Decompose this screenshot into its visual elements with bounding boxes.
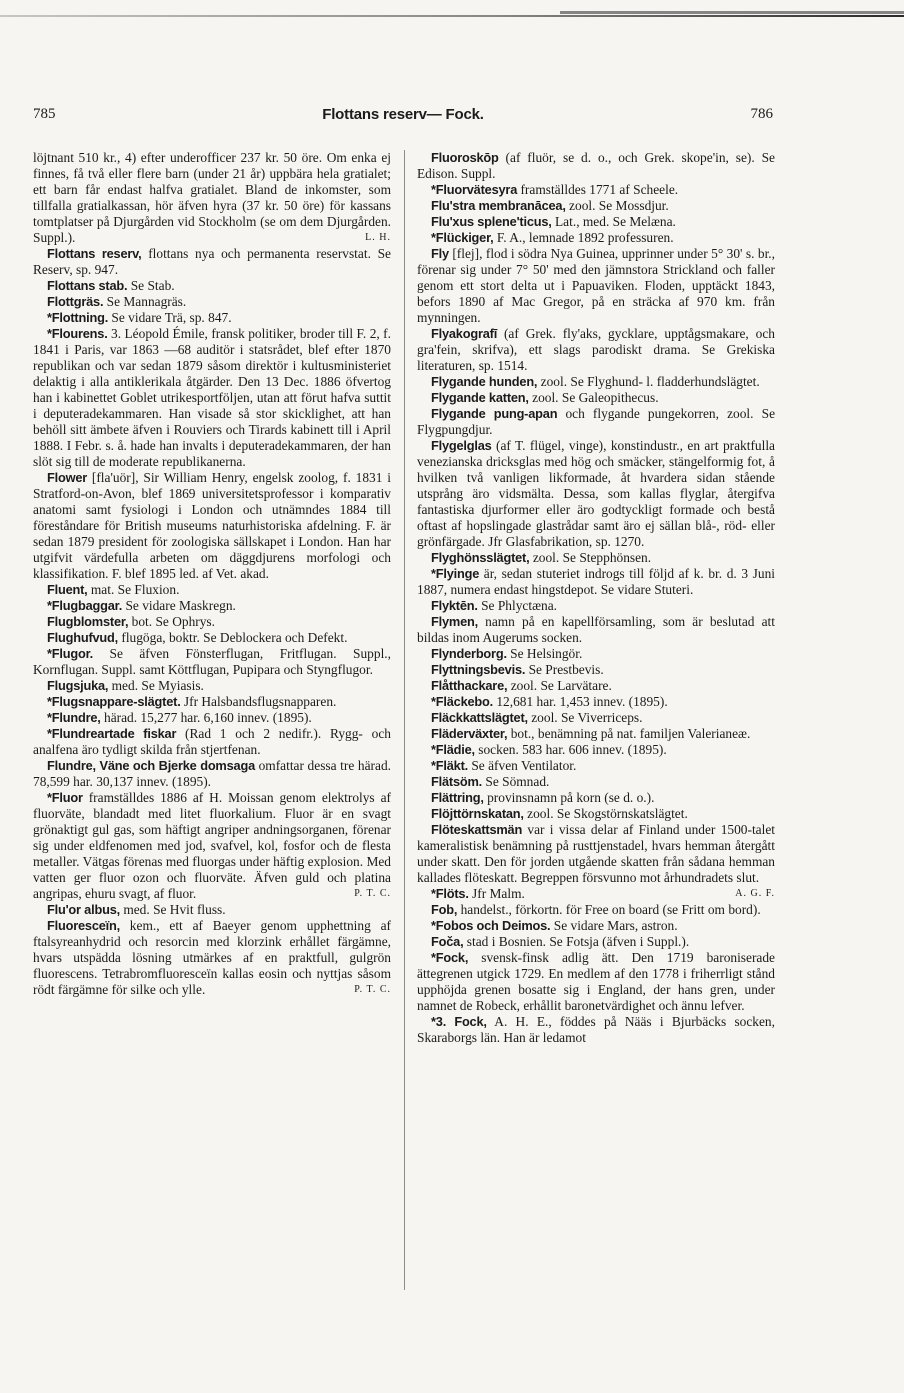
entry-text: (Rad 1 och 2 nedifr.). Rygg- och analfena äro tydligt skilda från stjertfenan. (33, 726, 391, 757)
entry-headword: Flu'stra membranācea, (431, 198, 566, 213)
entry-text: härad. 15,277 har. 6,160 innev. (1895). (100, 710, 312, 725)
entry-headword: Fluoresceïn, (47, 918, 120, 933)
dictionary-entry (417, 550, 775, 566)
author-signature: P. T. C. (354, 888, 391, 899)
dictionary-entry (417, 934, 775, 950)
dictionary-entry (33, 470, 391, 582)
entry-headword: *Flundre, (47, 710, 101, 725)
dictionary-entry (417, 646, 775, 662)
dictionary-entry (33, 918, 391, 998)
entry-headword: Flower (47, 470, 88, 485)
entry-headword: Fly (431, 246, 449, 261)
dictionary-entry (33, 758, 391, 790)
entry-headword: Flugblomster, (47, 614, 129, 629)
entry-headword: Flottans stab. (47, 278, 128, 293)
entry-text: 12,681 har. 1,453 innev. (1895). (493, 694, 668, 709)
entry-text: Se Helsingör. (506, 646, 583, 661)
entry-text: zool. Se Viverriceps. (527, 710, 643, 725)
dictionary-entry (417, 678, 775, 694)
entry-headword: *Fobos och Deimos. (431, 918, 551, 933)
entry-headword: Fläderväxter, (431, 726, 508, 741)
entry-text: Se Stab. (127, 278, 175, 293)
entry-headword: *Flourens. (47, 326, 108, 341)
entry-headword: Flyttningsbevis. (431, 662, 526, 677)
entry-text: löjtnant 510 kr., 4) efter underofficer 237 kr. 50 öre. Om enka ej finnes, få två eller flere barn (under 21 år) uppbära hela gratialet; ett barn får endast halfva gratialet. Bland de inkomster, som tillfalla gratialkassan, hör äfven hyra (37 kr. 50 öre) för kassans tomtplatser på Djurgården vid Stockholm (se om dem Djurgården. Suppl.). (33, 150, 391, 245)
entry-headword: *Flundreartade fiskar (47, 726, 177, 741)
entry-text: (af fluör, se d. o., och Grek. skope'in, se). Se Edison. Suppl. (417, 150, 775, 181)
entry-text: (af Grek. fly'aks, gycklare, upptågsmakare, och gra'fein, skrifva), ett slags parodiskt drama. Se Grekiska literaturen, sp. 1514. (417, 326, 775, 373)
entry-text: Se äfven Ventilator. (468, 758, 577, 773)
entry-text: Se Sömnad. (482, 774, 550, 789)
running-title: Flottans reserv— Fock. (322, 106, 484, 123)
entry-text: zool. Se Mossdjur. (565, 198, 669, 213)
dictionary-entry (33, 246, 391, 278)
dictionary-entry (417, 230, 775, 246)
dictionary-entry (33, 294, 391, 310)
page-number-left: 785 (33, 106, 56, 122)
dictionary-entry (417, 902, 775, 918)
entry-headword: Flygelglas (431, 438, 492, 453)
entry-text: flottans nya och permanenta reservstat. Se Reserv, sp. 947. (33, 246, 391, 277)
author-signature: A. G. F. (735, 888, 775, 899)
dictionary-entry (417, 246, 775, 326)
entry-headword: Fluent, (47, 582, 88, 597)
entry-headword: Flyakografī (431, 326, 498, 341)
entry-headword: Flyghönsslägtet, (431, 550, 530, 565)
entry-text: framställdes 1771 af Scheele. (517, 182, 679, 197)
left-column (33, 150, 391, 998)
entry-headword: *Fluorvätesyra (431, 182, 518, 197)
entry-headword: *Flottning. (47, 310, 109, 325)
dictionary-entry (417, 326, 775, 374)
page-number-right: 786 (750, 106, 773, 122)
entry-headword: Fluoroskōp (431, 150, 499, 165)
entry-text: Se vidare Maskregn. (122, 598, 236, 613)
entry-headword: Fob, (431, 902, 458, 917)
entry-headword: *Fock, (431, 950, 469, 965)
dictionary-entry (417, 726, 775, 742)
entry-headword: Flyktēn. (431, 598, 478, 613)
entry-text: med. Se Myiasis. (108, 678, 204, 693)
entry-headword: Flätsöm. (431, 774, 483, 789)
entry-headword: Flygande katten, (431, 390, 529, 405)
dictionary-entry (33, 646, 391, 678)
entry-text: bot., benämning på nat. familjen Valerianeæ. (507, 726, 751, 741)
entry-headword: Flu'or albus, (47, 902, 120, 917)
entry-text: kem., ett af Baeyer genom upphettning af ftalsyreanhydrid och resorcin med klorzink erhållet färgämne, hvars utspädda lösning utmärkes af en praktfull, gulgrön fluorescens. Tetrabromfluoresceïn kallas eosin och nyttjas såsom rödt färgämne för silke och ylle. (33, 918, 391, 997)
dictionary-entry (417, 790, 775, 806)
dictionary-entry (417, 438, 775, 550)
dictionary-entry (33, 582, 391, 598)
entry-text: Se Prestbevis. (525, 662, 604, 677)
dictionary-entry (417, 742, 775, 758)
entry-headword: Fläckkattslägtet, (431, 710, 528, 725)
entry-text: [flej], flod i södra Nya Guinea, upprinner under 5° 30' s. br., förenar sig under 7° 50' med den jämnstora Strickland och faller genom ett stort delta ut i Papuaviken. Floden, upptäckt 1843, befors 1890 af Mac Gregor, på en sträcka af 970 km. från mynningen. (417, 246, 775, 325)
dictionary-entry (33, 614, 391, 630)
entry-headword: *Flückiger, (431, 230, 494, 245)
entry-headword: Foča, (431, 934, 464, 949)
entry-headword: *Fläckebo. (431, 694, 494, 709)
dictionary-entry (417, 774, 775, 790)
dictionary-entry (33, 726, 391, 758)
dictionary-entry (417, 214, 775, 230)
entry-headword: Flöjttörnskatan, (431, 806, 524, 821)
right-column (417, 150, 775, 1046)
dictionary-entry (417, 950, 775, 1014)
entry-text: svensk-finsk adlig ätt. Den 1719 baroniserade ättegrenen utgick 1729. En medlem af den 1778 i friherrligt stånd upphöjda grenen bosatte sig i England, der hans gren, under namnet de Robeck, erhållit baronetvärdighet och ännu lefver. (417, 950, 775, 1013)
entry-text: mat. Se Fluxion. (87, 582, 180, 597)
dictionary-entry (33, 710, 391, 726)
entry-text: handelst., förkortn. för Free on board (se Fritt om bord). (457, 902, 761, 917)
scan-edge-mark (560, 11, 904, 14)
dictionary-entry (417, 566, 775, 598)
author-signature: P. T. C. (354, 984, 391, 995)
entry-text: bot. Se Ophrys. (128, 614, 215, 629)
dictionary-entry (417, 1014, 775, 1046)
entry-text: Se vidare Trä, sp. 847. (108, 310, 232, 325)
entry-text: och flygande pungekorren, zool. Se Flygpungdjur. (417, 406, 776, 437)
entry-text: zool. Se Flyghund- l. fladderhundslägtet. (537, 374, 760, 389)
entry-text: Lat., med. Se Melæna. (551, 214, 676, 229)
dictionary-entry (33, 694, 391, 710)
entry-headword: *Flyinge (431, 566, 480, 581)
entry-headword: Flottans reserv, (47, 246, 142, 261)
entry-text: framställdes 1886 af H. Moissan genom elektrolys af fluorväte, blandadt med litet fluorkalium. Fluor är en svagt grönaktigt gul gas, som häftigt angriper andningsorganen, förenar sig under eldfenomen med jod, svafvel, kol, fosfor och de flesta metaller. Vätgas förenas med fluorgas under häftig explosion. Med vatten ger fluor ozon och fluorväte. Äfven guld och platina angripas, ehuru svagt, af fluor. (33, 790, 391, 901)
dictionary-entry (33, 598, 391, 614)
entry-headword: Flottgräs. (47, 294, 104, 309)
dictionary-entry (417, 406, 775, 438)
column-divider (404, 150, 405, 1290)
dictionary-entry (33, 326, 391, 470)
entry-text: F. A., lemnade 1892 professuren. (493, 230, 674, 245)
entry-headword: Flughufvud, (47, 630, 119, 645)
dictionary-entry (417, 806, 775, 822)
entry-text: Se vidare Mars, astron. (550, 918, 678, 933)
entry-headword: *Fläkt. (431, 758, 469, 773)
entry-text: stad i Bosnien. Se Fotsja (äfven i Suppl.). (463, 934, 690, 949)
entry-headword: *3. Fock, (431, 1014, 487, 1029)
dictionary-entry (417, 374, 775, 390)
dictionary-entry (417, 150, 775, 182)
dictionary-entry (417, 614, 775, 646)
entry-text: provinsnamn på korn (se d. o.). (483, 790, 655, 805)
entry-text: (af T. flügel, vinge), konstindustr., en art praktfulla venezianska dricksglas med hög och smäcker, stängelformig fot, å hvilken två vanligen likformade, åt hvardera sidan stående utsprång äro vidsmälta. Dessa, som kallas flyglar, återgifva fantastiska djurformer eller äro godtyckligt formade och bestå oftast af hopslingade glastrådar samt äro ej sällan blå-, röd- eller grönfärgade. Jfr Glasfabrikation, sp. 1270. (417, 438, 775, 549)
entry-headword: *Flugbaggar. (47, 598, 123, 613)
entry-text: socken. 583 har. 606 innev. (1895). (474, 742, 667, 757)
dictionary-entry (417, 662, 775, 678)
entry-headword: Flättring, (431, 790, 484, 805)
dictionary-entry (33, 902, 391, 918)
dictionary-entry (417, 758, 775, 774)
dictionary-entry (33, 278, 391, 294)
entry-headword: Flugsjuka, (47, 678, 109, 693)
dictionary-entry (417, 182, 775, 198)
entry-headword: Flymen, (431, 614, 478, 629)
entry-headword: *Flädie, (431, 742, 475, 757)
entry-headword: Flynderborg. (431, 646, 507, 661)
entry-headword: *Flugor. (47, 646, 94, 661)
entry-text: [fla'uör], Sir William Henry, engelsk zoolog, f. 1831 i Stratford-on-Avon, blef 1869 universitetsprofessor i komparativ anatomi samt fysiologi i London och utnämndes 1884 till föreståndare för British museums naturhistoriska afdelning. F. är sedan 1879 president för zoologiska sällskapet i London. Han har utgifvit värdefulla arbeten om däggdjurens morfologi och klassifikation. F. blef 1895 led. af Vet. akad. (33, 470, 391, 581)
entry-headword: Flåtthackare, (431, 678, 508, 693)
dictionary-entry (417, 390, 775, 406)
author-signature: L. H. (365, 232, 391, 243)
entry-text: är, sedan stuteriet indrogs till följd af k. br. d. 3 Juni 1887, numera endast hingstdepot. Se vidare Stuteri. (417, 566, 775, 597)
dictionary-entry (33, 790, 391, 902)
entry-text: flugöga, boktr. Se Deblockera och Defekt. (118, 630, 348, 645)
entry-text: zool. Se Larvätare. (507, 678, 612, 693)
entry-text: 3. Léopold Émile, fransk politiker, broder till F. 2, f. 1841 i Paris, var 1863 —68 auditör i statsrådet, blef efter 1870 republikan och var sedan 1879 såsom direktör i kultusministeriet delaktig i alla antiklerikala åtgärder. Den 13 Dec. 1886 öfvertog han i kabinettet Goblet utrikesportföljen, utan att förut hafva suttit i deputeradekammaren. Han visade så stor skicklighet, att han behöll sitt ämbete äfven i Rouviers och Tirards kabinett till i April 1888. I Febr. s. å. hade han invalts i deputeradekammaren, der han slöt sig till de moderate republikanerna. (33, 326, 391, 469)
entry-headword: *Flöts. (431, 886, 469, 901)
dictionary-entry (417, 598, 775, 614)
entry-text: var i vissa delar af Finland under 1500-talet kameralistisk benämning på rusttjenstadel, hvars hemman återgått under skatt. Den för jorden utgående skatten från sådana hemman kallades flöteskatt. Begreppen försvunno mot århundradets slut. (417, 822, 775, 885)
entry-headword: Flundre, Väne och Bjerke domsaga (47, 758, 255, 773)
dictionary-entry (417, 198, 775, 214)
entry-headword: Flöteskattsmän (431, 822, 523, 837)
dictionary-entry (417, 710, 775, 726)
entry-headword: Flu'xus splene'ticus, (431, 214, 552, 229)
dictionary-entry (417, 918, 775, 934)
entry-text: Se Mannagräs. (103, 294, 187, 309)
entry-text: Jfr Halsbandsflugsnapparen. (180, 694, 337, 709)
entry-text: Se Phlyctæna. (477, 598, 557, 613)
dictionary-entry (33, 150, 391, 246)
entry-headword: *Fluor (47, 790, 83, 805)
dictionary-entry (33, 678, 391, 694)
entry-text: Se äfven Fönsterflugan, Fritflugan. Suppl., Kornflugan. Suppl. samt Köttflugan, Pupipara och Styngflugor. (33, 646, 391, 677)
entry-text: omfattar dessa tre härad. 78,599 har. 30,137 innev. (1895). (33, 758, 391, 789)
entry-headword: *Flugsnappare-slägtet. (47, 694, 181, 709)
entry-text: zool. Se Stepphönsen. (529, 550, 652, 565)
scan-edge-line (0, 15, 904, 17)
page-header (33, 106, 773, 128)
entry-headword: Flygande pung-apan (431, 406, 558, 421)
dictionary-entry (417, 694, 775, 710)
entry-text: namn på en kapellförsamling, som är beslutad att bildas inom Augerums socken. (417, 614, 775, 645)
entry-text: med. Se Hvit fluss. (119, 902, 226, 917)
entry-text: zool. Se Galeopithecus. (528, 390, 659, 405)
entry-text: Jfr Malm. (468, 886, 525, 901)
dictionary-entry (33, 630, 391, 646)
entry-text: A. H. E., föddes på Nääs i Bjurbäcks socken, Skaraborgs län. Han är ledamot (417, 1014, 775, 1045)
entry-text: zool. Se Skogstörnskatslägtet. (523, 806, 688, 821)
dictionary-entry (33, 310, 391, 326)
entry-headword: Flygande hunden, (431, 374, 538, 389)
